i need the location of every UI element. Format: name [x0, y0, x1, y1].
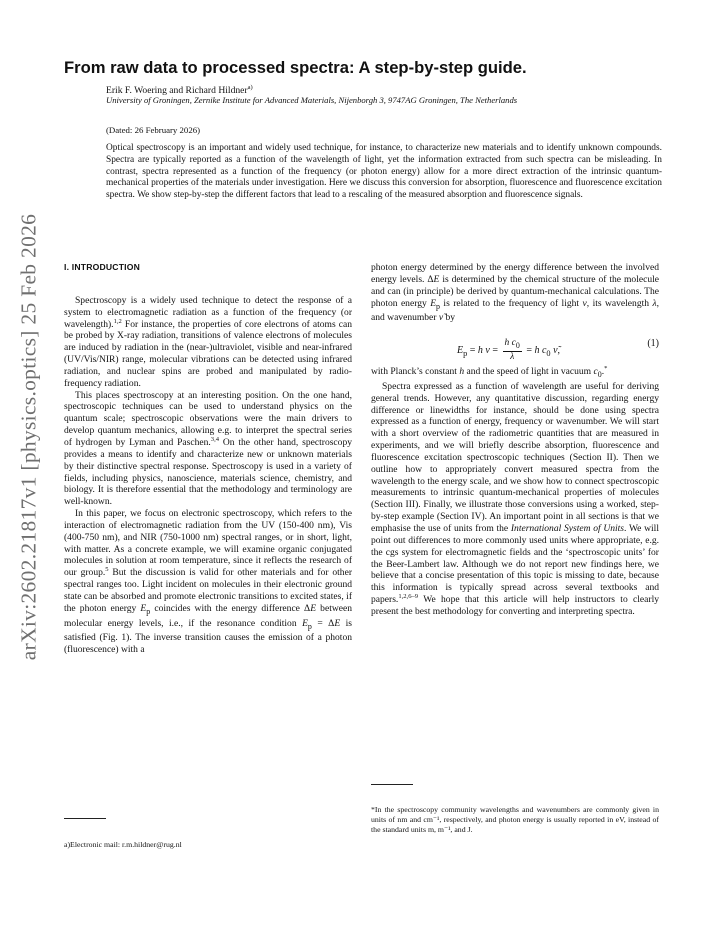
footnote-rule-left: [64, 818, 106, 819]
right-column: [371, 262, 659, 618]
arxiv-sidebar: [14, 213, 44, 661]
paper-title: From raw data to processed spectra: A step-by-step guide.: [64, 58, 527, 77]
footnote-rule-right: [371, 784, 413, 785]
equation-1: [371, 330, 659, 363]
paragraph: with Planck’s constant h and the speed of light in vacuum $c_0.^*$: [371, 364, 608, 380]
equation-number: (1): [647, 338, 659, 350]
section-heading: I. INTRODUCTION: [64, 262, 141, 272]
equation-body: $E_p = h$ ν = $\frac{h c_0}{\lambda}$ = h $c_0$ ν̃,: [457, 338, 561, 363]
date-line: (Dated: 26 February 2026): [106, 125, 201, 135]
left-column: [64, 262, 352, 656]
abstract: Optical spectroscopy is an important and widely used technique, for instance, to characterize new materials and to identify unknown compounds. Spectra are typically reported as a function of the wavelength of light, yet the information extracted from such spectra can be misleading. In contrast, spectra represented as a function of the frequency (or photon energy) allow for a more direct extraction of the intrinsic quantum-mechanical properties of the materials under investigation. Here we discuss this conversion for absorption, fluorescence and fluorescence excitation spectra. We show step-by-step the different factors that lead to a rescaling of the measured absorption and fluorescence signals.: [106, 143, 662, 200]
paragraph: Spectra expressed as a function of wavelength are useful for deriving general trends. However, any quantitative discussion, regarding energy difference or linewidths for instance, should be done using spectra expressed as a function of energy, frequency or wavenumber. We will start with a short overview of the radiometric quantities that are measured in experiments, and we will briefly describe absorption, fluorescence and fluorescence excitation spectroscopic techniques (Section II). Then we outline how to appropriately convert measured spectra from the wavelength to the energy scale, and we show how to connect spectroscopic measurements to intrinsic quantum-mechanical properties of molecules (Section III). Finally, we illustrate those conversions using a worked, step-by-step example (Section IV). An important point in all sections is that we emphasise the use of units from the International System of Units. We will point out differences to more commonly used units where appropriate, e.g. the cgs system for electromagnetic fields and the ‘spectroscopic units’ for the Beer-Lambert law. Although we do not report new findings here, we believe that a concise presentation of this topic is missing to date, because this information is typically spread across several textbooks and papers.$^{1,2,6-9}$ We hope that this article will help instructors to clearly present the best methodology for converting and interpreting spectra.: [371, 380, 659, 617]
paragraph: Spectroscopy is a widely used technique to detect the response of a system to electromagnetic radiation as a function of the frequency (or wavelength).$^{1,2}$ For instance, the properties of core electrons of atoms can be probed by X-ray radiation, transitions of valence electrons of molecules are induced by radiation in the (near-)ultraviolet, visible and near-infrared (UV/Vis/NIR) range, molecular vibrations can be detected using infrared radiation, and nuclear spins are probed and manipulated by radio-frequency radiation.: [64, 294, 352, 389]
paragraph: This places spectroscopy at an interesting position. On the one hand, spectroscopic techniques can be used to understand physics on the quantum scale; spectroscopic observations were the main drivers to develop quantum mechanics, allowing e.g. to interpret the spectral series of hydrogen by Lyman and Paschen.$^{3,4}$ On the other hand, spectroscopy provides a means to identify and characterize new or unknown materials by their distinctive spectral response. Spectroscopy is used in a variety of fields, including physics, nanoscience, materials science, chemistry, and biology. It is therefore essential that the methodology and terminology are well-known.: [64, 389, 352, 508]
footnote-right: *In the spectroscopy community wavelengths and wavenumbers are commonly given in units of nm and cm⁻¹, respectively, and photon energy is usually reported in eV, instead of the standard units m, m⁻¹, and J.: [371, 805, 659, 834]
affiliation: University of Groningen, Zernike Institute for Advanced Materials, Nijenborgh 3, 9747AG Groningen, The Netherlands: [106, 95, 518, 105]
arxiv-identifier: arXiv:2602.21817v1 [physics.optics] 25 Feb 2026: [16, 213, 41, 661]
footnote-left: a)Electronic mail: r.m.hildner@rug.nl: [64, 840, 182, 849]
author-footnote-mark: a): [247, 84, 253, 91]
paragraph: photon energy determined by the energy difference between the involved energy levels. ΔE is determined by the chemical structure of the molecule and can (in principle) be derived by quantum-mechanical calculations. The photon energy $E_p$ is related to the frequency of light ν, its wavelength λ, and wavenumber ν̃ by: [371, 262, 659, 324]
paragraph: In this paper, we focus on electronic spectroscopy, which refers to the interaction of electromagnetic radiation from the UV (150-400 nm), Vis (400-750 nm), and NIR (750-1000 nm) spectral ranges, or in short, light, with matter. As a concrete example, we will examine organic conjugated molecules in solution at room temperature, since it reflects the research of our group.$^5$ But the discussion is valid for other materials and for other spectral ranges too. Light incident on molecules in their electronic ground state can be absorbed and promote electronic transitions to excited states, if the photon energy $E_p$ coincides with the energy difference ΔE between molecular energy levels, i.e., if the resonance condition $E_p = \Delta E$ is satisfied (Fig. 1). The inverse transition causes the emission of a photon (fluorescence) with a: [64, 508, 352, 656]
author-names: Erik F. Woering and Richard Hildner: [106, 85, 248, 97]
